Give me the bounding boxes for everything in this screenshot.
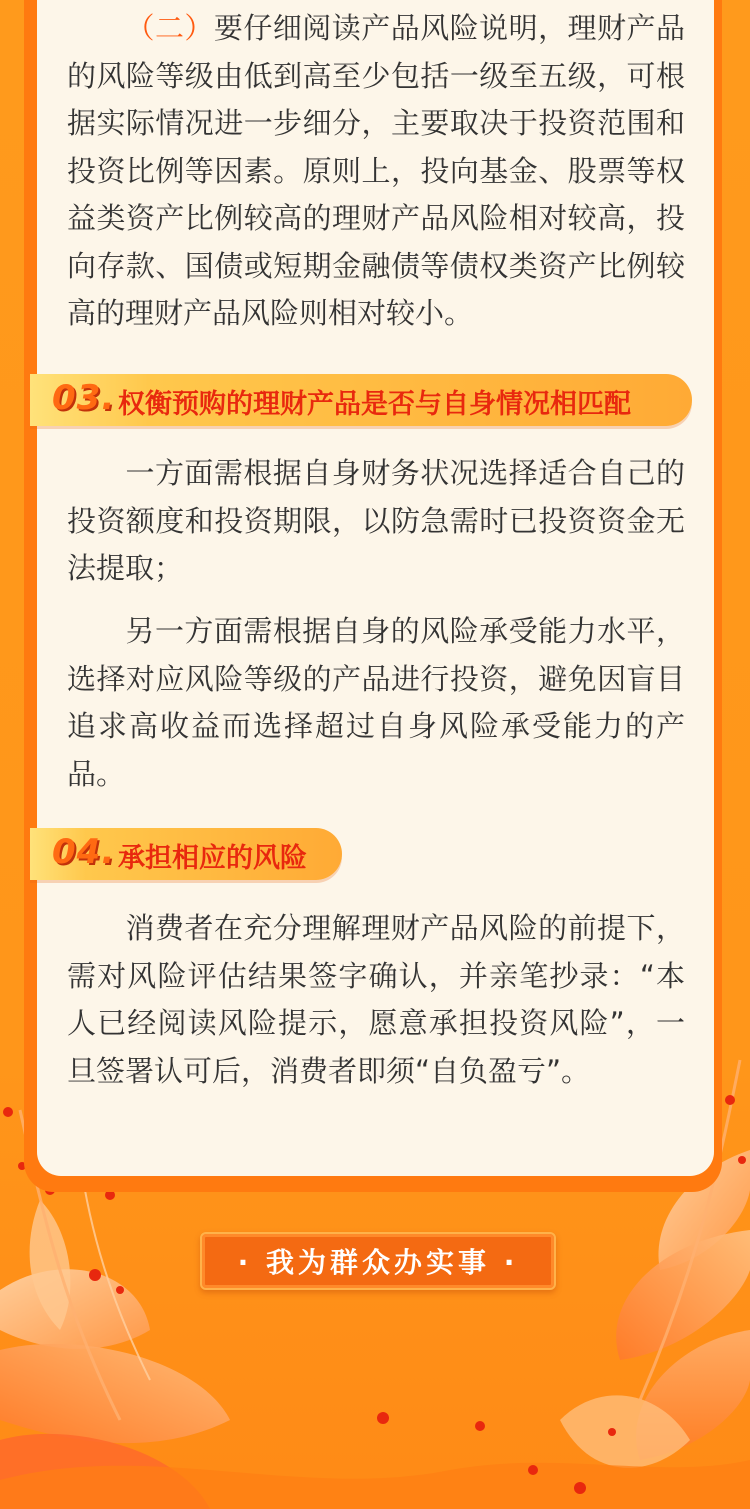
leaf-icon — [30, 1200, 71, 1330]
paragraph-financial-status — [67, 450, 685, 593]
paragraph-text: 另一方面需根据自身的风险承受能力水平，选择对应风险等级的产品进行投资，避免因盲目追求高收益而选择超过自身风险承受能力的产品。 — [67, 614, 685, 791]
paragraph-text: 一方面需根据自身财务状况选择适合自己的投资额度和投资期限，以防急需时已投资资金无法提取； — [67, 456, 685, 585]
footer-banner — [200, 1232, 556, 1290]
paragraph-text: 要仔细阅读产品风险说明，理财产品的风险等级由低到高至少包括一级至五级，可根据实际情况进一步细分，主要取决于投资范围和投资比例等因素。原则上，投向基金、股票等权益类资产比例较高的理财产品风险相对较高，投向存款、国债或短期金融债等债权类资产比例较高的理财产品风险则相对较小。 — [67, 11, 685, 330]
section-number: 04. — [52, 832, 116, 872]
leaf-icon — [0, 1269, 150, 1349]
paragraph-risk-acceptance — [67, 905, 685, 1095]
section-title: 权衡预购的理财产品是否与自身情况相匹配 — [118, 389, 631, 420]
section-header-04 — [30, 828, 342, 880]
leaf-icon — [0, 1434, 210, 1509]
leaf-icon — [616, 1230, 750, 1360]
paragraph-risk-tolerance — [67, 608, 685, 798]
leaf-icon — [0, 1344, 230, 1443]
paragraph-text: 消费者在充分理解理财产品风险的前提下，需对风险评估结果签字确认，并亲笔抄录：“本人已经阅读风险提示，愿意承担投资风险”，一旦签署认可后，消费者即须“自负盈亏”。 — [67, 911, 685, 1088]
footer-banner-text: · 我为群众办实事 · — [237, 1246, 519, 1279]
section-number: 03. — [52, 378, 116, 418]
paragraph-risk-reading — [67, 5, 685, 338]
section-title: 承担相应的风险 — [118, 843, 307, 874]
leaf-icon — [560, 1395, 690, 1468]
leaf-icon — [636, 1330, 750, 1460]
section-header-03 — [30, 374, 692, 426]
list-marker: （二） — [125, 11, 214, 45]
